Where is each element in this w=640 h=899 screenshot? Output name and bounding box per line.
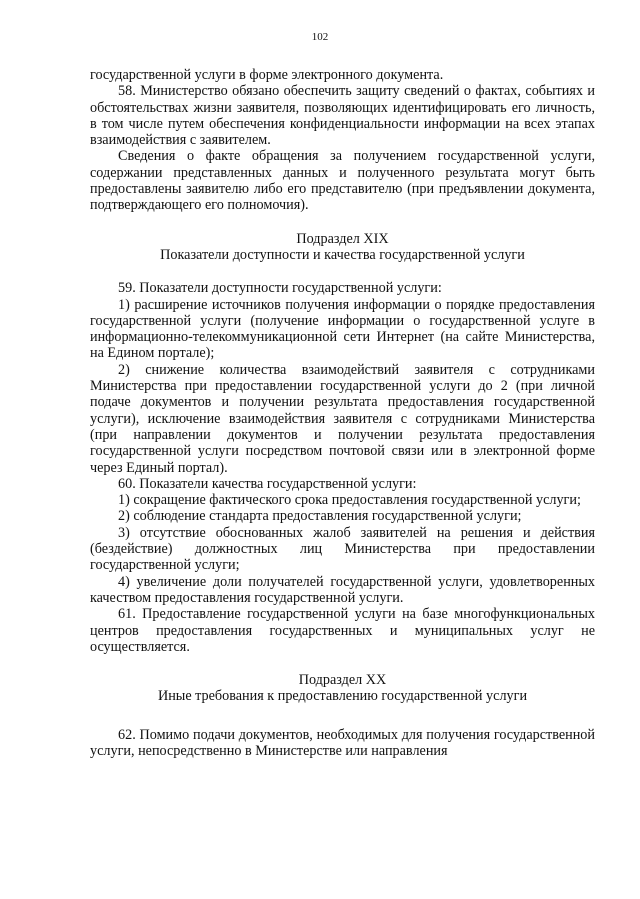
section-xx-label: Подраздел XX	[298, 672, 387, 689]
paragraph-60: 60. Показатели качества государственной услуги:	[118, 475, 417, 492]
paragraph-continuation: государственной услуги в форме электронного документа.	[90, 67, 444, 83]
paragraph-58: 58. Министерство обязано обеспечить защиту сведений о фактах, событиях и обстоятельствах жизни заявителя, позволяющих идентифицировать его личность, в том числе путем обеспечения конфиденциальности информации на всех этапах взаимодействия с заявителем.	[90, 83, 595, 149]
paragraph-60-item-1: 1) сокращение фактического срока предоставления государственной услуги;	[118, 492, 581, 509]
paragraph-59: 59. Показатели доступности государственной услуги:	[118, 280, 442, 297]
section-xx-title: Иные требования к предоставлению государственной услуги	[157, 688, 528, 705]
document-body	[90, 67, 595, 759]
paragraph-59-item-1: 1) расширение источников получения информации о порядке предоставления государственной услуги (получение информации о государственной услуге в информационно-телекоммуникационной сети Интернет (на сайте Министерства, на Едином портале);	[90, 296, 595, 362]
paragraph-60-item-4: 4) увеличение доли получателей государственной услуги, удовлетворенных качеством предоставления государственной услуги.	[90, 573, 595, 606]
paragraph-info-disclosure: Сведения о факте обращения за получением государственной услуги, содержании представленных данных и полученного результата могут быть предоставлены заявителю либо его представителю (при предъявлении документа, подтверждающего его полномочия).	[90, 148, 595, 214]
paragraph-62: 62. Помимо подачи документов, необходимых для получения государственной услуги, непосредственно в Министерстве или направления	[90, 726, 595, 759]
paragraph-59-item-2: 2) снижение количества взаимодействий заявителя с сотрудниками Министерства при предоставлении государственной услуги до 2 (при личной подаче документов и получении результата предоставления государственной услуги), исключение взаимодействия заявителя с сотрудниками Министерства (при направлении документов и получении результата предоставления государственной услуги посредством почтовой связи или в электронной форме через Единый портал).	[90, 361, 595, 476]
paragraph-60-item-3: 3) отсутствие обоснованных жалоб заявителей на решения и действия (бездействие) должностных лиц Министерства при предоставлении государственной услуги;	[90, 524, 595, 574]
section-xix-title: Показатели доступности и качества государственной услуги	[160, 246, 525, 263]
paragraph-61: 61. Предоставление государственной услуги на базе многофункциональных центров предоставления государственных и муниципальных услуг не осуществляется.	[90, 606, 595, 655]
section-xix-label: Подраздел XIX	[296, 230, 389, 247]
paragraph-60-item-2: 2) соблюдение стандарта предоставления государственной услуги;	[118, 508, 522, 525]
page-number: 102	[311, 31, 329, 43]
